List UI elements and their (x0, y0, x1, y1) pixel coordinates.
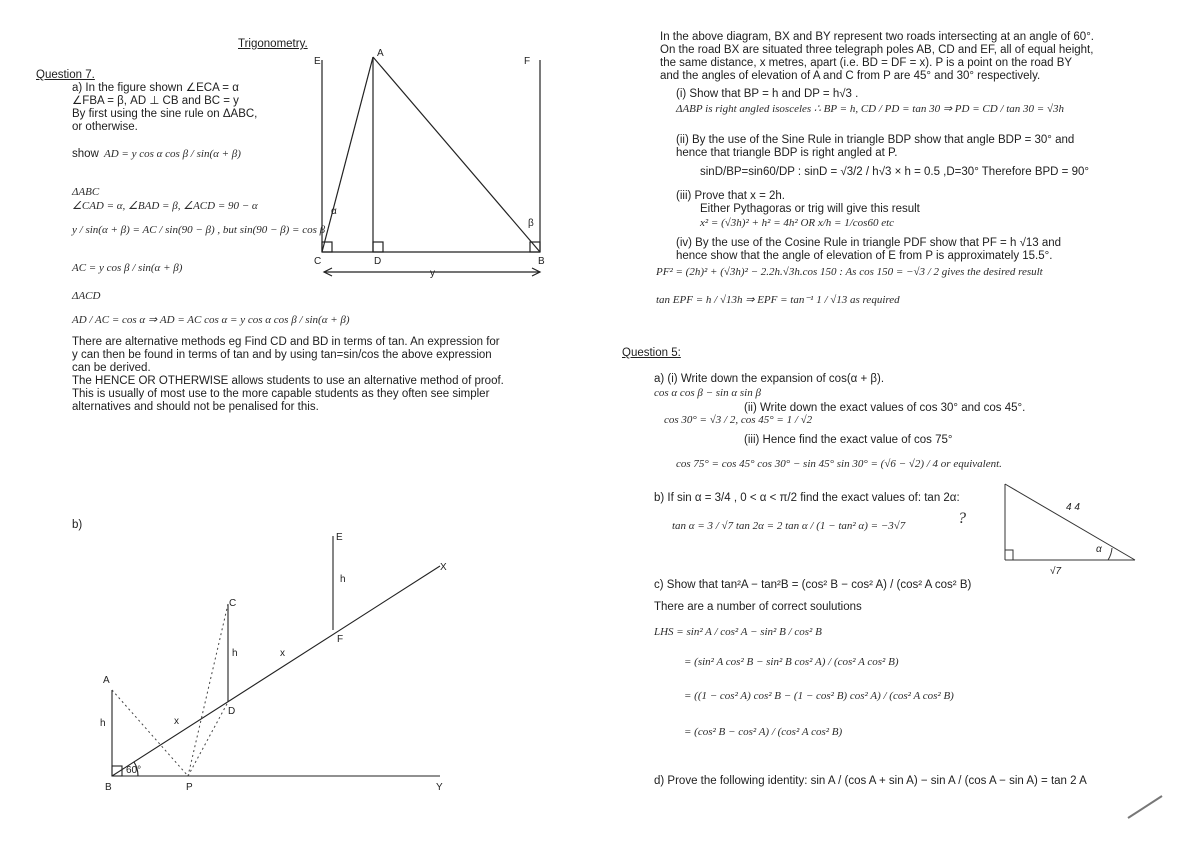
q5-a-i-answer: cos α cos β − sin α sin β (654, 387, 761, 399)
show-label: show (72, 148, 99, 160)
fig2-label-c: C (229, 598, 237, 609)
part-iv-work-1: PF² = (2h)² + (√3h)² − 2.2h.√3h.cos 150 : As cos 150 = −√3 / 2 gives the desired result (656, 266, 1043, 278)
part-iii: (iii) Prove that x = 2h. (676, 190, 785, 202)
q7a-line-2: ∠FBA = β, AD ⊥ CB and BC = y (72, 95, 239, 107)
fig1-label-beta: β (528, 218, 534, 229)
tri-angle-arc (1108, 548, 1112, 560)
fig1-label-f: F (524, 56, 531, 67)
right-angle-d (373, 242, 383, 252)
line-ab (373, 57, 540, 252)
part-iv-line-2: hence show that the angle of elevation of E from P is approximately 15.5°. (676, 250, 1053, 262)
work-line-6: AD / AC = cos α ⇒ AD = AC cos α = y cos α cos β / sin(α + β) (72, 314, 350, 326)
part-ii-work: sinD/BP=sin60/DP : sinD = √3/2 / h√3 × h = 0.5 ,D=30° Therefore BPD = 90° (700, 166, 1089, 178)
line-pd (188, 702, 228, 776)
sightline-pc (188, 604, 228, 776)
work-line-1: ΔABC (72, 186, 100, 198)
tri-label-hyp: 4 4 (1066, 502, 1080, 513)
part-iii-work-1: Either Pythagoras or trig will give this result (700, 203, 920, 215)
q5-b-side-note: ? (958, 510, 966, 527)
fig2-label-angle: 60° (126, 765, 142, 776)
road-bx (112, 566, 440, 776)
fig2-label-x1: x (174, 716, 179, 727)
part-i-work: ΔABP is right angled isosceles ∴ BP = h, CD / PD = tan 30 ⇒ PD = CD / tan 30 = √3h (676, 103, 1064, 115)
fig2-label-h3: h (340, 574, 346, 585)
q5-a-i: a) (i) Write down the expansion of cos(α + β). (654, 373, 885, 385)
notes-line-2: y can then be found in terms of tan and by using tan=sin/cos the above expression (72, 349, 492, 361)
fig1-label-b: B (538, 256, 545, 267)
figure-roads (112, 536, 440, 776)
part-iv-line-1: (iv) By the use of the Cosine Rule in triangle PDF show that PF = h √13 and (676, 237, 1062, 249)
q7a-line-3: By first using the sine rule on ΔABC, (72, 108, 258, 120)
intro-line-3: the same distance, x metres, apart (i.e. BD = DF = x). P is a point on the road BY (660, 57, 1073, 69)
q7a-line-1: a) In the figure shown ∠ECA = α (72, 82, 239, 94)
q5-c-work-4: = (cos² B − cos² A) / (cos² A cos² B) (684, 726, 843, 738)
q5-d: d) Prove the following identity: sin A / (cos A + sin A) − sin A / (cos A − sin A) = tan 2 A (654, 775, 1087, 787)
show-expression: AD = y cos α cos β / sin(α + β) (104, 148, 241, 160)
fig2-label-x-point: X (440, 562, 447, 573)
q5-a-iii-answer: cos 75° = cos 45° cos 30° − sin 45° sin 30° = (√6 − √2) / 4 or equivalent. (676, 458, 1002, 470)
fig1-label-e: E (314, 56, 321, 67)
fig1-label-alpha: α (331, 206, 337, 217)
fig1-label-y: y (430, 268, 435, 279)
figure-small-triangle (1005, 484, 1135, 560)
intro-line-4: and the angles of elevation of A and C from P are 45° and 30° respectively. (660, 70, 1041, 82)
fig1-label-a: A (377, 48, 384, 59)
q5-a-ii: (ii) Write down the exact values of cos 30° and cos 45°. (744, 402, 1026, 414)
notes-line-5: This is usually of most use to the more capable students as they often see simpler (72, 388, 490, 400)
q5-c: c) Show that tan²A − tan²B = (cos² B − cos² A) / (cos² A cos² B) (654, 579, 972, 591)
fig1-label-c: C (314, 256, 322, 267)
fig1-label-d: D (374, 256, 382, 267)
q7a-line-4: or otherwise. (72, 121, 138, 133)
q5-c-work-3: = ((1 − cos² A) cos² B − (1 − cos² B) cos² A) / (cos² A cos² B) (684, 690, 954, 702)
work-line-3: y / sin(α + β) = AC / sin(90 − β) , but sin(90 − β) = cos β (72, 224, 326, 236)
q5-c-note: There are a number of correct soulutions (654, 601, 862, 613)
q5-b: b) If sin α = 3/4 , 0 < α < π/2 find the exact values of: tan 2α: (654, 492, 960, 504)
fig2-label-b: B (105, 782, 112, 793)
fig2-label-h2: h (232, 648, 238, 659)
notes-line-1: There are alternative methods eg Find CD and BD in terms of tan. An expression for (72, 336, 500, 348)
part-b-label: b) (72, 519, 83, 531)
dotted-sightlines (112, 604, 228, 776)
work-line-2: ∠CAD = α, ∠BAD = β, ∠ACD = 90 − α (72, 200, 258, 212)
q5-c-work-1: LHS = sin² A / cos² A − sin² B / cos² B (654, 626, 822, 638)
part-i: (i) Show that BP = h and DP = h√3 . (676, 88, 859, 100)
part-ii-line-1: (ii) By the use of the Sine Rule in triangle BDP show that angle BDP = 30° and (676, 134, 1075, 146)
tri-label-base: √7 (1050, 566, 1062, 577)
fig2-label-a: A (103, 675, 110, 686)
q5-a-ii-answer: cos 30° = √3 / 2, cos 45° = 1 / √2 (664, 414, 813, 426)
line-ac (322, 57, 373, 252)
notes-line-3: can be derived. (72, 362, 151, 374)
intro-line-1: In the above diagram, BX and BY represent two roads intersecting at an angle of 60°. (660, 31, 1094, 43)
notes-line-4: The HENCE OR OTHERWISE allows students to use an alternative method of proof. (72, 375, 504, 387)
fig2-label-e: E (336, 532, 343, 543)
fig2-label-h1: h (100, 718, 106, 729)
page-title: Trigonometry. (238, 38, 308, 50)
q7-heading: Question 7. (36, 69, 95, 81)
q5-c-work-2: = (sin² A cos² B − sin² B cos² A) / (cos² A cos² B) (684, 656, 899, 668)
pen-mark (1128, 796, 1162, 818)
work-line-4: AC = y cos β / sin(α + β) (72, 262, 183, 274)
work-line-5: ΔACD (72, 290, 101, 302)
part-iv-work-2: tan EPF = h / √13h ⇒ EPF = tan⁻¹ 1 / √13 as required (656, 294, 900, 306)
sightline-pa (112, 690, 188, 776)
fig2-label-f: F (337, 634, 344, 645)
notes-line-6: alternatives and should not be penalised for this. (72, 401, 319, 413)
part-ii-line-2: hence that triangle BDP is right angled at P. (676, 147, 898, 159)
fig2-label-x2: x (280, 648, 285, 659)
q5-b-answer: tan α = 3 / √7 tan 2α = 2 tan α / (1 − tan² α) = −3√7 (672, 520, 906, 532)
fig2-label-d: D (228, 706, 236, 717)
tri-right-angle (1005, 550, 1013, 560)
figure-triangle-abc (322, 57, 540, 276)
tri-hypotenuse (1005, 484, 1135, 560)
fig2-label-p: P (186, 782, 193, 793)
q5-a-iii: (iii) Hence find the exact value of cos 75° (744, 434, 953, 446)
part-iii-work-2: x² = (√3h)² + h² = 4h² OR x/h = 1/cos60 etc (700, 217, 895, 229)
fig2-label-y: Y (436, 782, 443, 793)
q5-heading: Question 5: (622, 347, 681, 359)
tri-label-alpha: α (1096, 544, 1102, 555)
intro-line-2: On the road BX are situated three telegraph poles AB, CD and EF, all of equal height, (660, 44, 1094, 56)
